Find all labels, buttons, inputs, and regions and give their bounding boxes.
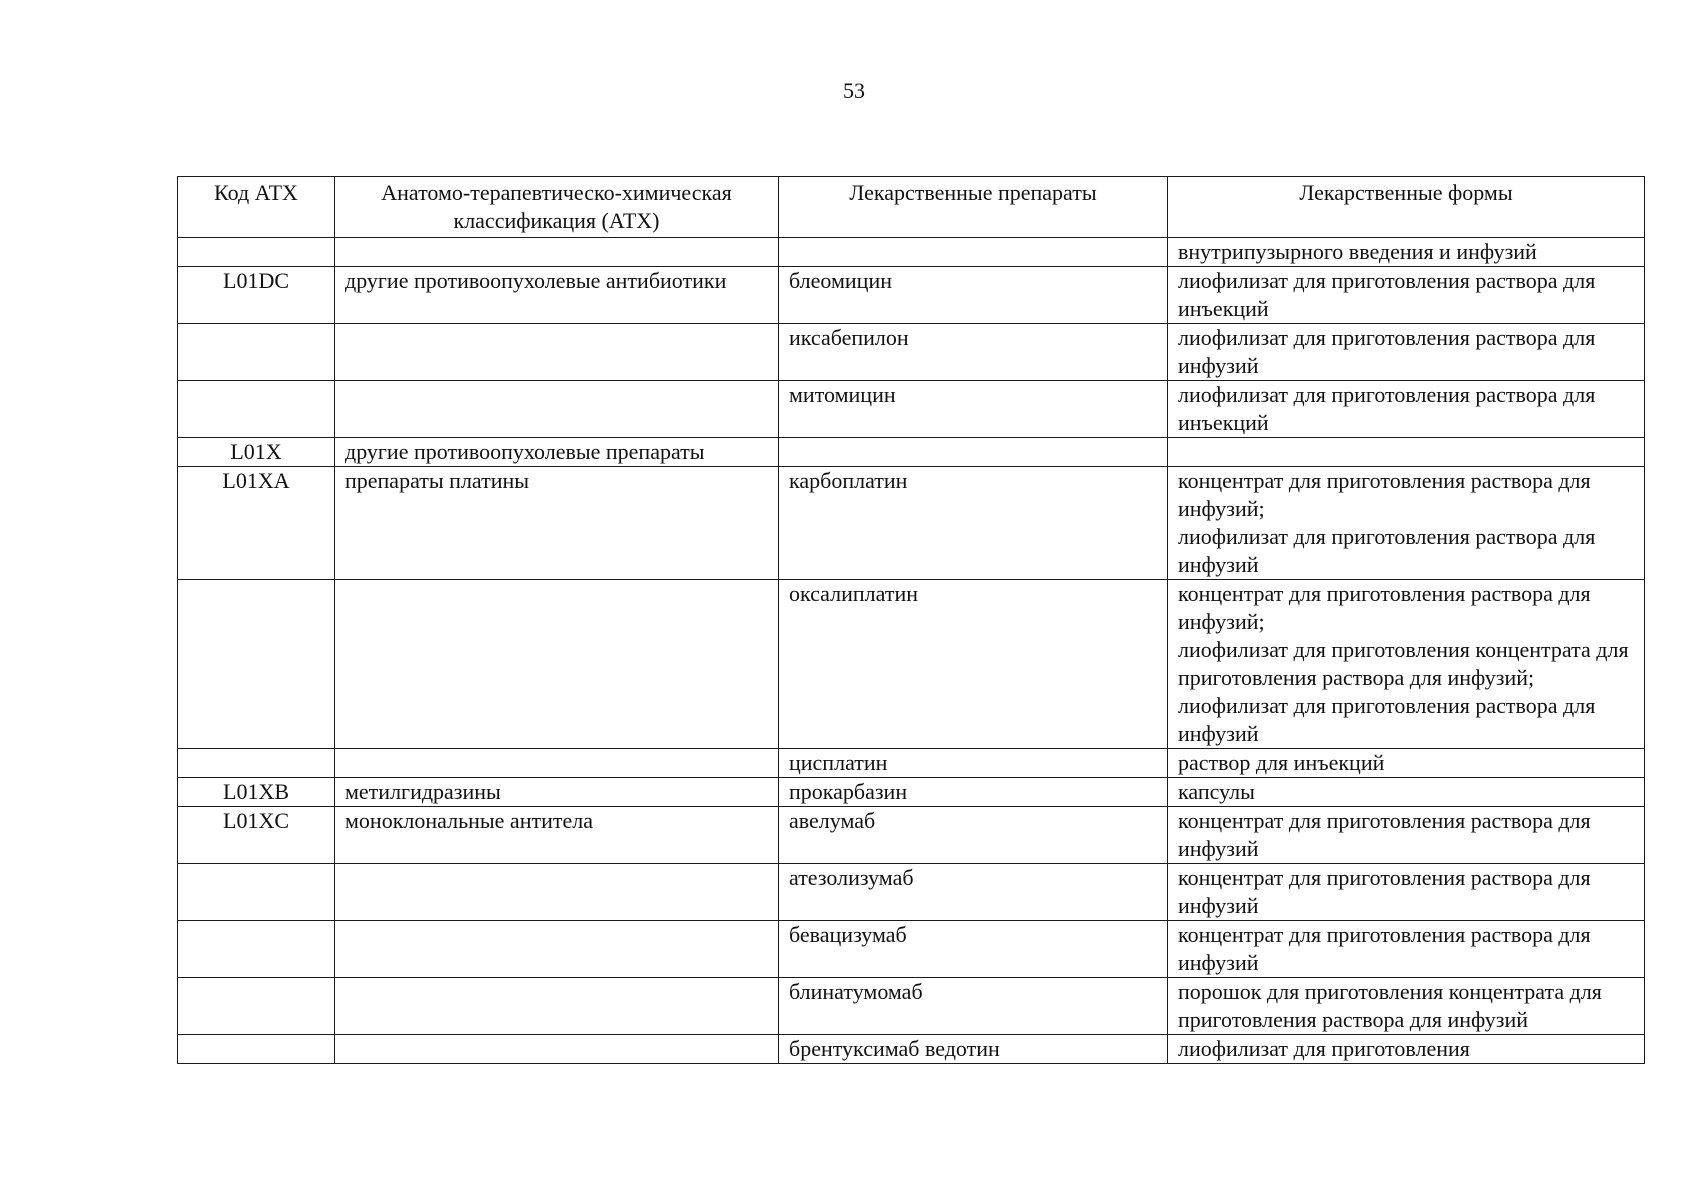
dosage-form: лиофилизат для приготовления раствора для инфузий [1178,693,1596,746]
classification-cell [335,1035,779,1064]
header-atx-classification: Анатомо-терапевтическо-химическая классификация (АТХ) [335,177,779,238]
dosage-form: концентрат для приготовления раствора для инфузий [1178,808,1591,861]
classification-cell [335,238,779,267]
drug-name-cell: карбоплатин [779,467,1168,580]
classification-cell [335,864,779,921]
table-row [178,438,1645,467]
atx-code-cell [178,1035,335,1064]
classification-cell: другие противоопухолевые антибиотики [335,267,779,324]
table-row [178,864,1645,921]
drug-name-cell: авелумаб [779,807,1168,864]
atx-code-cell: L01XA [178,467,335,580]
table-row [178,978,1645,1035]
atx-code-cell [178,864,335,921]
dosage-forms-cell [1168,467,1645,580]
dosage-forms-cell [1168,381,1645,438]
atx-code-cell [178,238,335,267]
dosage-forms-cell [1168,1035,1645,1064]
table-row [178,749,1645,778]
atx-code-cell: L01X [178,438,335,467]
dosage-form: лиофилизат для приготовления раствора для инъекций [1178,382,1596,435]
atx-code-cell [178,381,335,438]
dosage-forms-cell [1168,580,1645,749]
dosage-form: лиофилизат для приготовления раствора для инфузий [1178,325,1596,378]
dosage-form: раствор для инъекций [1178,750,1385,775]
atx-code-cell: L01DC [178,267,335,324]
dosage-forms-cell [1168,807,1645,864]
table-body [178,238,1645,1064]
dosage-forms-cell [1168,324,1645,381]
dosage-form: концентрат для приготовления раствора для инфузий; [1178,581,1591,634]
classification-cell: другие противоопухолевые препараты [335,438,779,467]
drug-name-cell: бевацизумаб [779,921,1168,978]
dosage-form: лиофилизат для приготовления концентрата для приготовления раствора для инфузий; [1178,637,1629,690]
drug-name-cell: блеомицин [779,267,1168,324]
header-drugs: Лекарственные препараты [779,177,1168,238]
table-row [178,807,1645,864]
drug-name-cell: оксалиплатин [779,580,1168,749]
atx-drug-table [177,176,1645,1064]
header-atx-code: Код АТХ [178,177,335,238]
dosage-form: концентрат для приготовления раствора для инфузий [1178,922,1591,975]
drug-name-cell: цисплатин [779,749,1168,778]
drug-name-cell [779,438,1168,467]
header-dosage-forms: Лекарственные формы [1168,177,1645,238]
dosage-form: лиофилизат для приготовления раствора для инъекций [1178,268,1596,321]
dosage-forms-cell [1168,267,1645,324]
drug-name-cell: митомицин [779,381,1168,438]
dosage-form: порошок для приготовления концентрата для приготовления раствора для инфузий [1178,979,1602,1032]
dosage-forms-cell [1168,749,1645,778]
dosage-form: лиофилизат для приготовления раствора для инфузий [1178,524,1596,577]
dosage-form: капсулы [1178,779,1255,804]
classification-cell [335,381,779,438]
atx-code-cell: L01XB [178,778,335,807]
dosage-forms-cell [1168,864,1645,921]
atx-code-cell [178,978,335,1035]
table-row [178,238,1645,267]
drug-name-cell: атезолизумаб [779,864,1168,921]
atx-code-cell [178,580,335,749]
classification-cell: препараты платины [335,467,779,580]
table-row [178,778,1645,807]
page-number: 53 [843,78,865,103]
classification-cell [335,921,779,978]
classification-cell [335,324,779,381]
classification-cell [335,580,779,749]
atx-code-cell [178,921,335,978]
table-row [178,381,1645,438]
dosage-forms-cell [1168,921,1645,978]
dosage-forms-cell [1168,438,1645,467]
dosage-forms-cell [1168,238,1645,267]
atx-code-cell: L01XC [178,807,335,864]
dosage-form: внутрипузырного введения и инфузий [1178,239,1537,264]
table-row [178,580,1645,749]
dosage-form: концентрат для приготовления раствора для инфузий; [1178,468,1591,521]
drug-name-cell: иксабепилон [779,324,1168,381]
classification-cell [335,749,779,778]
drug-name-cell: брентуксимаб ведотин [779,1035,1168,1064]
drug-name-cell [779,238,1168,267]
classification-cell: моноклональные антитела [335,807,779,864]
table-row [178,921,1645,978]
table-row [178,1035,1645,1064]
drug-name-cell: блинатумомаб [779,978,1168,1035]
drug-name-cell: прокарбазин [779,778,1168,807]
dosage-form: лиофилизат для приготовления [1178,1036,1470,1061]
classification-cell [335,978,779,1035]
table-row [178,467,1645,580]
table-header-row [178,177,1645,238]
dosage-forms-cell [1168,778,1645,807]
table-row [178,324,1645,381]
classification-cell: метилгидразины [335,778,779,807]
atx-code-cell [178,749,335,778]
atx-code-cell [178,324,335,381]
dosage-form: концентрат для приготовления раствора для инфузий [1178,865,1591,918]
table-row [178,267,1645,324]
dosage-forms-cell [1168,978,1645,1035]
